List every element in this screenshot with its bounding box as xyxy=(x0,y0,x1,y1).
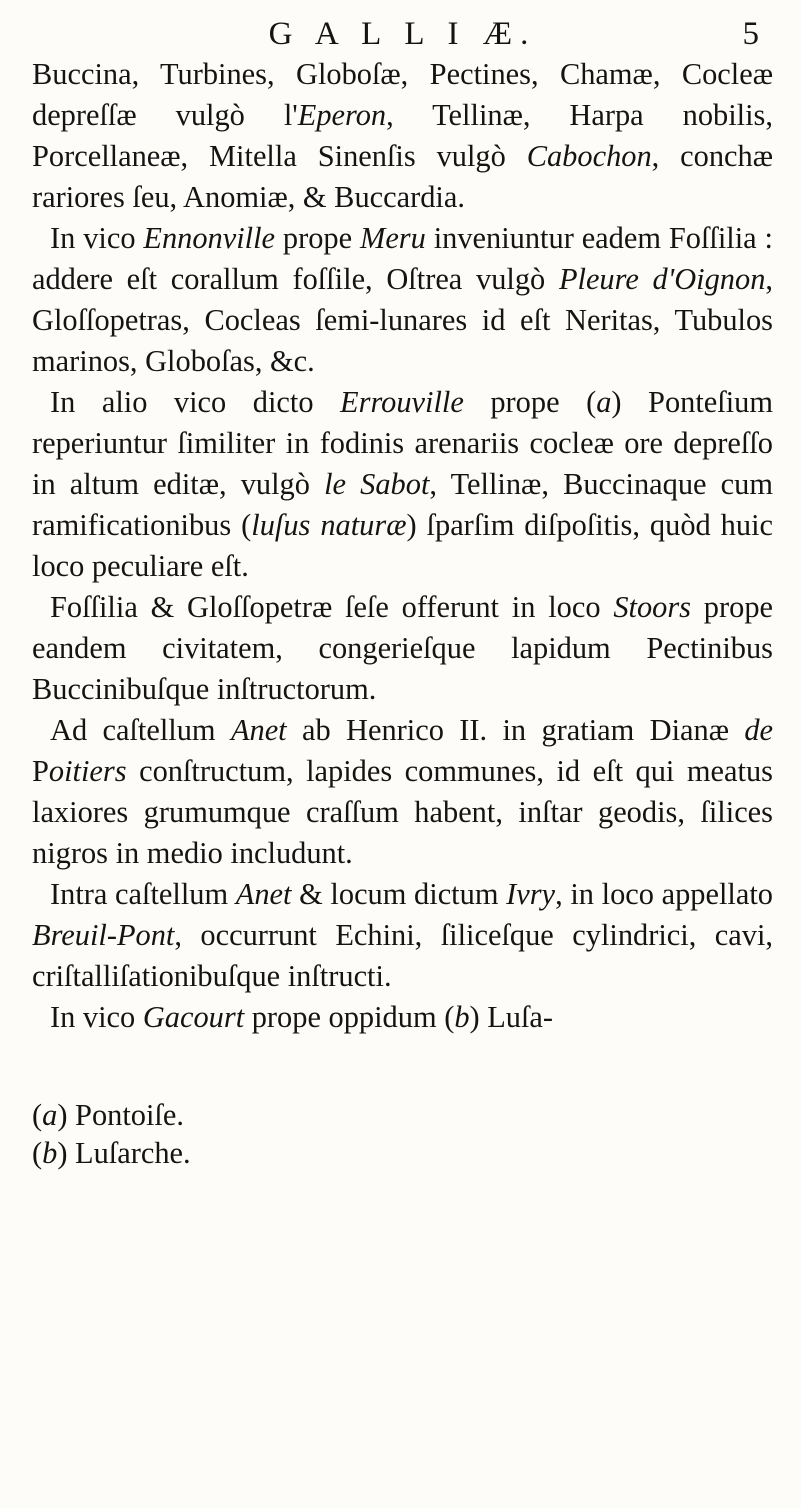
text-run: Meru xyxy=(360,221,426,255)
paragraph-3 xyxy=(32,382,773,587)
text-run: a xyxy=(596,385,612,419)
paragraph-5 xyxy=(32,710,773,874)
text-run: Foſſilia & Gloſſopetræ ſeſe offerunt in loco xyxy=(50,590,614,624)
text-run: In vico xyxy=(50,221,144,255)
paragraph-7 xyxy=(32,997,773,1038)
text-run: conſtructum, lapides communes, id eſt qui meatus laxiores grumumque craſſum habent, inſtar geodis, ſilices nigros in medio includunt. xyxy=(32,754,773,870)
text-run: Cabochon xyxy=(526,139,652,173)
text-run: Anet xyxy=(235,877,292,911)
text-run: ab Henrico II. in gratiam Dianæ xyxy=(286,713,745,747)
text-run: ) ſparſim diſpoſitis, quòd huic loco peculiare eſt. xyxy=(32,508,773,583)
text-run: Errouville xyxy=(340,385,464,419)
footnotes xyxy=(32,1096,773,1172)
text-run: Gacourt xyxy=(142,1000,245,1034)
text-run: b xyxy=(454,1000,470,1034)
paragraph-4 xyxy=(32,587,773,710)
text-run: Ennonville xyxy=(143,221,276,255)
text-run: ) Ponteſium reperiuntur ſimiliter in fodinis arenariis cocleæ ore depreſſo in altum editæ, vulgò xyxy=(32,385,773,501)
footnote-b-text: Luſarche. xyxy=(75,1136,191,1170)
running-title: G A L L I Æ. xyxy=(268,16,537,52)
text-run: Intra caſtellum xyxy=(50,877,236,911)
text-run: Ivry xyxy=(506,877,556,911)
text-run: Eperon xyxy=(297,98,387,132)
footnote-b: (b) Luſarche. xyxy=(32,1136,191,1170)
text-run: oitiers xyxy=(48,754,127,788)
footnote-a: (a) Pontoiſe. xyxy=(32,1098,184,1132)
footnote-a-mark: a xyxy=(42,1098,58,1132)
text-run: , Gloſſopetras, Cocleas ſemi-lunares id eſt Neritas, Tubulos marinos, Globoſas, &c. xyxy=(32,262,773,378)
text-run: prope xyxy=(275,221,360,255)
paragraph-2 xyxy=(32,218,773,382)
text-run: luſus naturæ xyxy=(251,508,407,542)
paragraph-6 xyxy=(32,874,773,997)
text-run: Anet xyxy=(230,713,287,747)
footnote-a-text: Pontoiſe. xyxy=(75,1098,184,1132)
page-number: 5 xyxy=(742,16,759,52)
text-run: In vico xyxy=(50,1000,143,1034)
text-run: prope oppidum ( xyxy=(244,1000,455,1034)
text-run: prope ( xyxy=(463,385,597,419)
text-run: , occurrunt Echini, ſiliceſque cylindrici, cavi, criſtalliſationibuſque inſtructi. xyxy=(32,918,773,993)
text-run: Ad caſtellum xyxy=(50,713,231,747)
text-run: , in loco appellato xyxy=(555,877,773,911)
footnote-b-mark: b xyxy=(42,1136,58,1170)
text-run: & locum dictum xyxy=(291,877,507,911)
text-run: Pleure d'Oignon xyxy=(558,262,766,296)
text-run: le Sabot xyxy=(324,467,430,501)
paragraph-1 xyxy=(32,54,773,218)
text-run: de xyxy=(744,713,774,747)
text-run: inveniuntur eadem Foſſilia : addere eſt corallum foſſile, Oſtrea vulgò xyxy=(32,221,773,296)
text-run: , Tellinæ, Buccinaque cum ramificationibus ( xyxy=(32,467,773,542)
text-run: ) Luſa- xyxy=(469,1000,554,1034)
text-run: In alio vico dicto xyxy=(50,385,341,419)
running-head xyxy=(32,14,773,54)
text-run: P xyxy=(32,754,49,788)
text-run: , Tellinæ, Harpa nobilis, Porcellaneæ, Mitella Sinenſis vulgò xyxy=(32,98,773,173)
text-run: , conchæ rariores ſeu, Anomiæ, & Buccardia. xyxy=(32,139,774,214)
text-run: prope eandem civitatem, congerieſque lapidum Pectinibus Buccinibuſque inſtructorum. xyxy=(32,590,774,706)
text-run: Stoors xyxy=(613,590,692,624)
body-text xyxy=(32,54,773,1038)
text-run: Breuil-Pont xyxy=(32,918,175,952)
text-run: Buccina, Turbines, Globoſæ, Pectines, Chamæ, Cocleæ depreſſæ vulgò l' xyxy=(32,57,773,132)
